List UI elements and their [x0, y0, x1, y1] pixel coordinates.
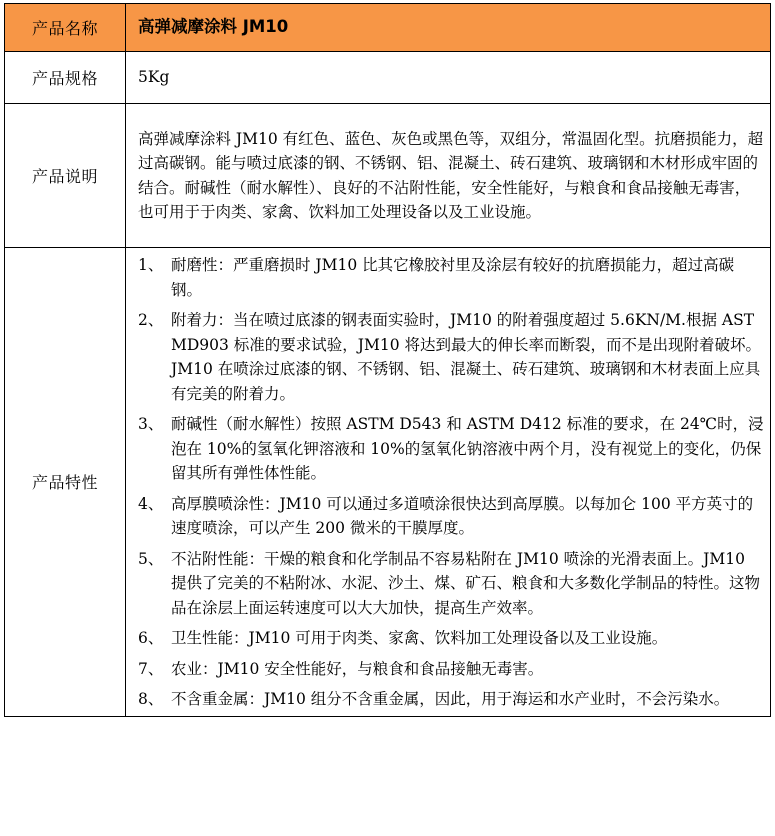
feature-number: 7、: [138, 659, 164, 678]
feature-text: 不沾附性能：干燥的粮食和化学制品不容易粘附在 JM10 喷涂的光滑表面上。JM10 提供了完美的不粘附冰、水泥、沙土、煤、矿石、粮食和大多数化学制品的特性。这物品在涂层上面运转速度可以大大加快，提高生产效率。: [171, 549, 761, 617]
product-description-label: 产品说明: [5, 104, 126, 248]
feature-number: 5、: [138, 549, 164, 568]
product-spec-value: 5Kg: [126, 52, 771, 104]
feature-item: [138, 626, 764, 651]
feature-item: [138, 547, 764, 621]
feature-text: 高厚膜喷涂性：JM10 可以通过多道喷涂很快达到高厚膜。以每加仑 100 平方英寸的速度喷涂，可以产生 200 微米的干膜厚度。: [171, 494, 754, 537]
product-name-value: 高弹减摩涂料 JM10: [126, 4, 771, 52]
feature-text: 不含重金属：JM10 组分不含重金属，因此，用于海运和水产业时，不会污染水。: [171, 690, 730, 708]
feature-item: [138, 687, 764, 712]
feature-number: 3、: [138, 415, 164, 433]
feature-text: 耐磨性：严重磨损时 JM10 比其它橡胶衬里及涂层有较好的抗磨损能力，超过高碳钢。: [171, 256, 735, 299]
product-spec-table: [4, 3, 771, 717]
features-list: [138, 253, 764, 712]
product-spec-label: 产品规格: [5, 52, 126, 104]
product-name-row: [5, 4, 771, 52]
product-features-label: 产品特性: [5, 248, 126, 717]
feature-item: [138, 492, 764, 541]
product-spec-row: [5, 52, 771, 104]
feature-text: 附着力：当在喷过底漆的钢表面实验时，JM10 的附着强度超过 5.6KN/M.根据 ASTMD903 标准的要求试验，JM10 将达到最大的伸长率而断裂，而不是出现附着破坏。JM10 在喷涂过底漆的钢、不锈钢、铝、混凝土、砖石建筑、玻璃钢和木材表面上应具有完美的附着力。: [171, 311, 762, 403]
feature-item: [138, 412, 764, 486]
feature-item: [138, 657, 764, 682]
product-features-cell: [126, 248, 771, 717]
feature-item: [138, 253, 764, 302]
feature-number: 1、: [138, 256, 164, 274]
feature-number: 8、: [138, 690, 164, 708]
feature-text: 耐碱性（耐水解性）按照 ASTM D543 和 ASTM D412 标准的要求，在 24℃时，浸泡在 10%的氢氧化钾溶液和 10%的氢氧化钠溶液中两个月，没有视觉上的变化，仍保留其所有弹性体性能。: [171, 415, 764, 482]
product-description-value: 高弹减摩涂料 JM10 有红色、蓝色、灰色或黑色等，双组分，常温固化型。抗磨损能力，超过高碳钢。能与喷过底漆的钢、不锈钢、铝、混凝土、砖石建筑、玻璃钢和木材形成牢固的结合。耐碱性（耐水解性）、良好的不沾附性能，安全性能好，与粮食和食品接触无毒害，也可用于于肉类、家禽、饮料加工处理设备以及工业设施。: [126, 104, 771, 248]
feature-text: 农业：JM10 安全性能好，与粮食和食品接触无毒害。: [171, 659, 544, 678]
product-description-row: [5, 104, 771, 248]
feature-text: 卫生性能：JM10 可用于肉类、家禽、饮料加工处理设备以及工业设施。: [171, 629, 668, 647]
feature-number: 6、: [138, 629, 164, 647]
feature-number: 2、: [138, 311, 164, 329]
feature-item: [138, 308, 764, 406]
product-features-row: [5, 248, 771, 717]
feature-number: 4、: [138, 494, 164, 513]
product-name-label: 产品名称: [5, 4, 126, 52]
